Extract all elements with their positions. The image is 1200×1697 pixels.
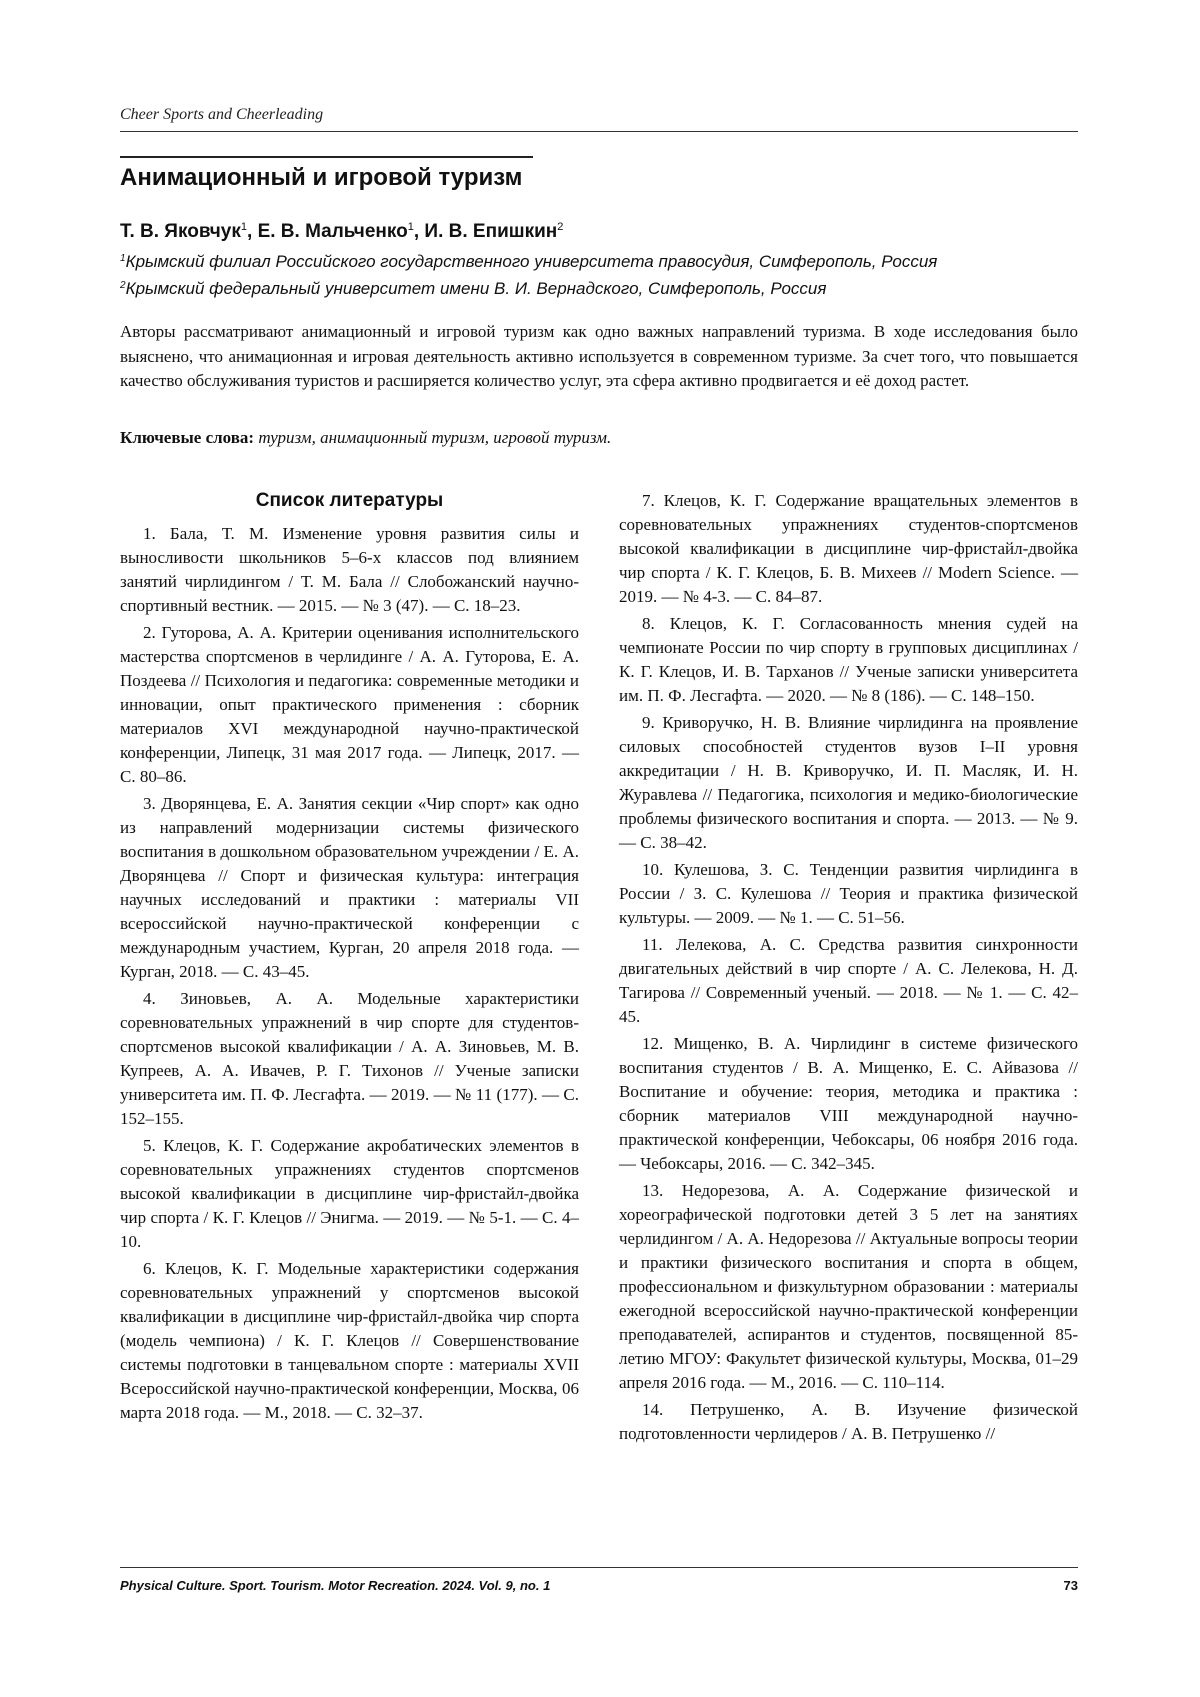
affiliation-1: [120, 252, 937, 272]
references-column-left: [120, 488, 579, 1428]
references-heading: Список литературы: [255, 490, 444, 511]
author-name: Е. В. Мальченко: [257, 221, 408, 242]
reference-item: 13. Недорезова, А. А. Содержание физической и хореографической подготовки детей 3 5 лет на занятиях черлидингом / А. А. Недорезова // Актуальные вопросы теории и практики физического воспитания и спорта в общем, профессиональном и физкультурном образовании : материалы ежегодной всероссийской научно-практической конференции преподавателей, аспирантов и студентов, посвященной 85-летию МГОУ: Факультет физической культуры, Москва, 01–29 апреля 2016 года. — М., 2016. — С. 110–114.: [619, 1181, 1078, 1392]
running-head: Cheer Sports and Cheerleading: [120, 106, 324, 123]
affiliation-mark: 2: [557, 221, 564, 233]
reference-item: 5. Клецов, К. Г. Содержание акробатических элементов в соревновательных упражнениях студентов спортсменов высокой квалификации в дисциплине чир-фристайл-двойка чир спорта / К. Г. Клецов // Энигма. — 2019. — № 5-1. — С. 4–10.: [120, 1136, 579, 1251]
reference-item: 10. Кулешова, З. С. Тенденции развития чирлидинга в России / З. С. Кулешова // Теория и практика физической культуры. — 2009. — № 1. — С. 51–56.: [619, 860, 1078, 927]
header-divider: [120, 131, 1078, 132]
reference-item: 6. Клецов, К. Г. Модельные характеристики содержания соревновательных упражнений у спортсменов высокой квалификации в дисциплине чир-фристайл-двойка чир спорта (модель чемпиона) / К. Г. Клецов // Совершенствование системы подготовки в танцевальном спорте : материалы XVII Всероссийской научно-практической конференции, Москва, 06 марта 2018 года. — М., 2018. — С. 32–37.: [120, 1259, 579, 1422]
keywords: [120, 428, 1078, 448]
affiliation-text: Крымский федеральный университет имени В. И. Вернадского, Симферополь, Россия: [125, 279, 827, 298]
reference-item: 4. Зиновьев, А. А. Модельные характеристики соревновательных упражнений в чир спорте для студентов-спортсменов высокой квалификации / А. А. Зиновьев, М. В. Купреев, А. А. Ивачев, Р. Г. Тихонов // Ученые записки университета им. П. Ф. Лесгафта. — 2019. — № 11 (177). — С. 152–155.: [120, 989, 579, 1128]
affiliation-2: [120, 279, 826, 299]
affiliation-mark: 2: [120, 280, 126, 291]
title-rule: [120, 156, 533, 158]
article-title: Анимационный и игровой туризм: [120, 164, 523, 191]
author-separator: ,: [413, 221, 425, 242]
affiliation-mark: 1: [120, 253, 126, 264]
reference-item: 7. Клецов, К. Г. Содержание вращательных элементов в соревновательных упражнениях студентов-спортсменов высокой квалификации в дисциплине чир-фристайл-двойка чир спорта / К. Г. Клецов, Б. В. Михеев // Modern Science. — 2019. — № 4-3. — С. 84–87.: [619, 491, 1078, 606]
affiliation-mark: 1: [407, 221, 414, 233]
reference-item: 11. Лелекова, А. С. Средства развития синхронности двигательных действий в чир спорте / А. С. Лелекова, Н. Д. Тагирова // Современный ученый. — 2018. — № 1. — С. 42–45.: [619, 935, 1078, 1026]
reference-item: 9. Криворучко, Н. В. Влияние чирлидинга на проявление силовых способностей студентов вузов I–II уровня аккредитации / Н. В. Криворучко, И. П. Масляк, И. Н. Журавлева // Педагогика, психология и медико-биологические проблемы физического воспитания и спорта. — 2013. — № 9. — С. 38–42.: [619, 713, 1078, 852]
footer-divider: [120, 1567, 1078, 1568]
reference-item: 8. Клецов, К. Г. Согласованность мнения судей на чемпионате России по чир спорту в групповых дисциплинах / К. Г. Клецов, И. В. Тарханов // Ученые записки университета им. П. Ф. Лесгафта. — 2020. — № 8 (186). — С. 148–150.: [619, 614, 1078, 705]
reference-item: 14. Петрушенко, А. В. Изучение физической подготовленности черлидеров / А. В. Петрушенко //: [619, 1400, 1078, 1443]
affiliation-text: Крымский филиал Российского государственного университета правосудия, Симферополь, Россия: [125, 252, 938, 271]
references-column-right: [619, 489, 1078, 1449]
abstract: Авторы рассматривают анимационный и игровой туризм как одно важных направлений туризма. В ходе исследования было выяснено, что анимационная и игровая деятельность активно используется в современном туризме. За счет того, что повышается качество обслуживания туристов и расширяется количество услуг, эта сфера активно продвигается и её доход растет.: [120, 322, 1078, 390]
keywords-text: туризм, анимационный туризм, игровой туризм.: [258, 428, 612, 447]
affiliation-mark: 1: [240, 221, 248, 233]
footer-journal-citation: Physical Culture. Sport. Tourism. Motor Recreation. 2024. Vol. 9, no. 1: [120, 1578, 551, 1593]
reference-item: 12. Мищенко, В. А. Чирлидинг в системе физического воспитания студентов / В. А. Мищенко, Е. С. Айвазова // Воспитание и обучение: теория, методика и практика : сборник материалов VIII международной научно-практической конференции, Чебоксары, 06 ноября 2016 года. — Чебоксары, 2016. — С. 342–345.: [619, 1034, 1078, 1173]
keywords-label: Ключевые слова:: [120, 428, 255, 447]
reference-item: 3. Дворянцева, Е. А. Занятия секции «Чир спорт» как одно из направлений модернизации системы физического воспитания в дошкольном образовательном учреждении / Е. А. Дворянцева // Спорт и физическая культура: интеграция научных исследований и практики : материалы VII всероссийской научно-практической конференции с международным участием, Курган, 20 апреля 2018 года. — Курган, 2018. — С. 43–45.: [120, 794, 579, 981]
author-separator: ,: [247, 221, 258, 242]
reference-item: 1. Бала, Т. М. Изменение уровня развития силы и выносливости школьников 5–6-х классов под влиянием занятий чирлидингом / Т. М. Бала // Слобожанский научно-спортивный вестник. — 2015. — № 3 (47). — С. 18–23.: [120, 524, 579, 615]
author-list: [120, 221, 563, 243]
author-name: Т. В. Яковчук: [120, 221, 241, 242]
author-name: И. В. Епишкин: [424, 221, 558, 242]
page-number: 73: [1063, 1578, 1078, 1593]
reference-item: 2. Гуторова, А. А. Критерии оценивания исполнительского мастерства спортсменов в черлидинге / А. А. Гуторова, Е. А. Поздеева // Психология и педагогика: современные методики и инновации, опыт практического применения : сборник материалов XVI международной научно-практической конференции, Липецк, 31 мая 2017 года. — Липецк, 2017. — С. 80–86.: [120, 623, 579, 786]
